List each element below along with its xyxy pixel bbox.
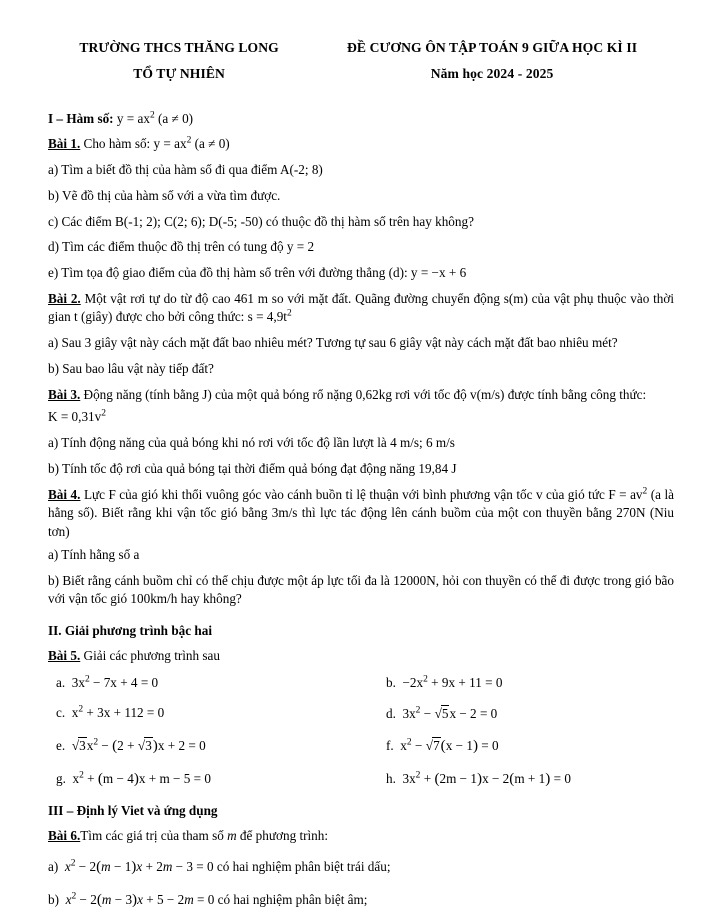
section-2-heading: II. Giải phương trình bậc hai xyxy=(48,623,212,639)
exercise-2-part-b: b) Sau bao lâu vật này tiếp đất? xyxy=(48,360,214,376)
header-title-block xyxy=(310,38,674,84)
department-name: TỔ TỰ NHIÊN xyxy=(133,66,225,82)
exercise-3-part-a: a) Tính động năng của quả bóng khi nó rơi với tốc độ lần lượt là 4 m/s; 6 m/s xyxy=(48,435,455,451)
exercise-2-formula: $s = 4,9t^2$ xyxy=(247,309,292,325)
equation-g: g. $x^2 + (m - 4)x + m - 5 = 0$ xyxy=(56,769,212,787)
exercise-4-stem-text-1: Lực F của gió khi thổi vuông góc vào cánh buồn tỉ lệ thuận với bình phương vận tốc v của gió tức xyxy=(83,486,605,502)
exercise-4-part-a: a) Tính hằng số a xyxy=(48,546,140,562)
exercise-1-formula: $y = ax^2$ (a ≠ 0) xyxy=(153,135,230,152)
equation-a: a. $3x^2 - 7x + 4 = 0$ xyxy=(56,675,159,691)
equation-f: f. $x^2 - √7(x - 1) = 0$ xyxy=(386,736,499,754)
exercise-6-label: Bài 6. xyxy=(48,827,81,843)
exercise-2-part-a: a) Sau 3 giây vật này cách mặt đất bao nhiêu mét? Tương tự sau 6 giây vật này cách mặt đất bao nhiêu mét? xyxy=(48,335,618,351)
exercise-4-stem-text-2: (a là hằng số). Biết rằng khi vận tốc gió bằng 3m/s thì lực tác động lên cánh buồm của một con thuyền bằng 270N (Niu tơn) xyxy=(48,486,675,540)
exercise-6-parameter: m xyxy=(227,827,237,843)
exercise-3-formula: $K = 0,31v^2$ xyxy=(48,409,106,425)
exercise-6-part-a: a) $x^2 - 2(m - 1)x + 2m - 3 = 0$ có hai nghiệm phân biệt trái dấu; xyxy=(48,857,391,875)
exercise-1-part-a: a) Tìm a biết đồ thị của hàm số đi qua điểm A(-2; 8) xyxy=(48,162,323,178)
school-year: Năm học 2024 - 2025 xyxy=(430,66,554,82)
exercise-4-part-b: b) Biết rằng cánh buồm chỉ có thể chịu được một áp lực tối đa là 12000N, hỏi con thuyền có thể đi được trong gió bão với vận tốc gió 100km/h hay không? xyxy=(48,572,674,607)
exercise-4-stem xyxy=(48,486,674,542)
school-name: TRƯỜNG THCS THĂNG LONG xyxy=(79,40,279,55)
exercise-3-part-b: b) Tính tốc độ rơi của quả bóng tại thời điểm quả bóng đạt động năng 19,84 J xyxy=(48,460,457,476)
exercise-6-stem-text-2: để phương trình: xyxy=(239,827,329,843)
exercise-1-part-e xyxy=(48,264,674,283)
section-3-heading: III – Định lý Viet và ứng dụng xyxy=(48,803,218,819)
exercise-6-part-b: b) $x^2 - 2(m - 3)x + 5 - 2m = 0$ có hai nghiệm phân biệt âm; xyxy=(48,891,368,909)
exercise-1-part-c: c) Các điểm B(-1; 2); C(2; 6); D(-5; -50) có thuộc đồ thị hàm số trên hay không? xyxy=(48,213,474,229)
exercise-5-label: Bài 5. xyxy=(48,647,81,663)
exercise-1-part-b: b) Vẽ đồ thị của hàm số với a vừa tìm được. xyxy=(48,187,281,203)
exercise-3-stem-text: Động năng (tính bằng J) của một quả bóng rổ nặng 0,62kg rơi với tốc độ v(m/s) được tính bằng công thức: xyxy=(83,386,647,402)
exercise-2-stem-text: Một vật rơi tự do từ độ cao 461 m so với mặt đất. Quãng đường chuyển động s(m) của vật phụ thuộc vào thời gian t (giây) được cho bởi công thức: xyxy=(48,290,675,325)
equation-d: d. $3x^2 - √5x - 2 = 0$ xyxy=(386,705,498,722)
exercise-2-stem xyxy=(48,290,674,327)
equation-e: e. $√3x^2 - (2 + √3)x + 2 = 0$ xyxy=(56,736,206,754)
exercise-1-part-d: d) Tìm các điểm thuộc đồ thị trên có tung độ y = 2 xyxy=(48,239,315,255)
exercise-1-label: Bài 1. xyxy=(48,136,81,152)
exercise-5-stem-text: Giải các phương trình sau xyxy=(83,647,220,663)
exercise-1-stem-text: Cho hàm số: xyxy=(83,136,151,152)
section-1-label: I – Hàm số: xyxy=(48,110,114,126)
exercise-5-equation-grid xyxy=(56,674,674,789)
exercise-4-formula: $F = av^2$ xyxy=(608,486,648,502)
header-school-block xyxy=(48,38,310,84)
document-title: ĐỀ CƯƠNG ÔN TẬP TOÁN 9 GIỮA HỌC KÌ II xyxy=(347,40,638,55)
exercise-6-stem-text: Tìm các giá trị của tham số xyxy=(80,827,224,843)
equation-b: b. $-2x^2 + 9x + 11 = 0$ xyxy=(386,675,503,691)
exercise-1-stem xyxy=(48,135,674,154)
equation-h: h. $3x^2 + (2m - 1)x - 2(m + 1) = 0$ xyxy=(386,769,571,787)
exercise-3-stem xyxy=(48,386,674,405)
exercise-6-stem xyxy=(48,827,674,846)
section-1-formula: $y = ax^2$ (a ≠ 0) xyxy=(116,110,194,126)
exercise-3-label: Bài 3. xyxy=(48,386,81,402)
exercise-1-part-e-equation: y = −x + 6 xyxy=(410,265,467,280)
exercise-2-label: Bài 2. xyxy=(48,290,81,306)
exercise-4-label: Bài 4. xyxy=(48,486,81,502)
document-header xyxy=(48,38,674,84)
section-1-heading xyxy=(48,110,674,129)
equation-c: c. $x^2 + 3x + 112 = 0$ xyxy=(56,704,165,721)
exercise-5-stem xyxy=(48,647,674,666)
exercise-1-part-e-text: e) Tìm tọa độ giao điểm của đồ thị hàm số trên với đường thẳng (d): xyxy=(48,265,408,280)
